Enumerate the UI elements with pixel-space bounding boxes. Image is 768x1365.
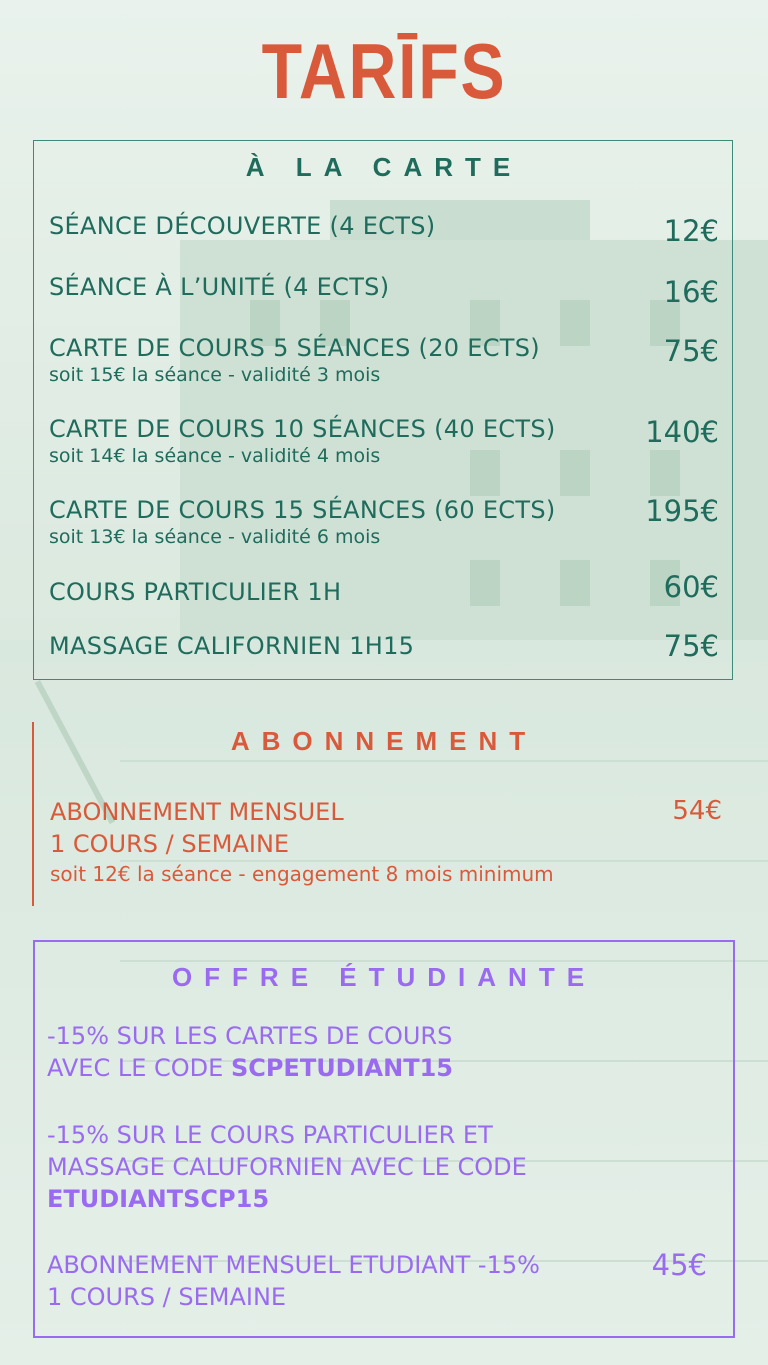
abonnement-block [50,796,722,886]
student-offer-price: 45€ [651,1248,707,1282]
price-row-price: 16€ [663,275,719,309]
abonnement-title: ABONNEMENT MENSUEL [50,798,344,826]
student-offer [47,1249,707,1313]
promo-code: ETUDIANTSCP15 [47,1185,270,1213]
price-row-price: 75€ [663,629,719,663]
student-offer-line: -15% SUR LES CARTES DE COURS [47,1022,453,1050]
abonnement-heading: ABONNEMENT [230,726,538,756]
student-offer [47,1119,707,1215]
student-offer-line: MASSAGE CALUFORNIEN AVEC LE CODE [47,1153,527,1181]
price-row-price: 12€ [663,214,719,248]
student-offer [47,1020,707,1084]
abonnement-price: 54€ [672,796,722,826]
price-row [49,629,719,663]
abonnement-frequency: 1 COURS / SEMAINE [50,830,290,858]
price-row [49,334,719,386]
price-row [49,496,719,548]
price-row-label: CARTE DE COURS 10 SÉANCES (40 ECTS) [49,415,556,443]
student-offer-line [47,1052,707,1084]
price-row [49,570,719,606]
price-row-label: CARTE DE COURS 15 SÉANCES (60 ECTS) [49,496,556,524]
price-row [49,273,719,309]
student-offer-text: AVEC LE CODE [47,1054,231,1082]
price-row-detail: soit 15€ la séance - validité 3 mois [49,364,381,386]
abonnement-detail: soit 12€ la séance - engagement 8 mois minimum [50,862,554,886]
page-title: TARĪFS [261,27,507,115]
price-row-label: SÉANCE À L’UNITÉ (4 ECTS) [49,273,390,301]
a-la-carte-heading: À LA CARTE [245,152,523,182]
price-row-detail: soit 14€ la séance - validité 4 mois [49,445,381,467]
price-row-price: 195€ [645,494,719,528]
price-row [49,415,719,467]
offre-etudiante-heading: OFFRE ÉTUDIANTE [171,962,597,992]
price-row-price: 140€ [645,415,719,449]
student-offer-line: ABONNEMENT MENSUEL ETUDIANT -15% [47,1251,540,1279]
price-row-label: SÉANCE DÉCOUVERTE (4 ECTS) [49,212,436,240]
price-row-detail: soit 13€ la séance - validité 6 mois [49,526,381,548]
price-row-price: 75€ [663,334,719,368]
price-row-label: CARTE DE COURS 5 SÉANCES (20 ECTS) [49,334,540,362]
promo-code: SCPETUDIANT15 [230,1054,453,1082]
student-offer-line: 1 COURS / SEMAINE [47,1283,287,1311]
price-row-label: MASSAGE CALIFORNIEN 1H15 [49,632,415,660]
price-row [49,212,719,248]
student-offer-line: -15% SUR LE COURS PARTICULIER ET [47,1121,493,1149]
price-row-price: 60€ [663,570,719,604]
price-row-label: COURS PARTICULIER 1H [49,578,342,606]
